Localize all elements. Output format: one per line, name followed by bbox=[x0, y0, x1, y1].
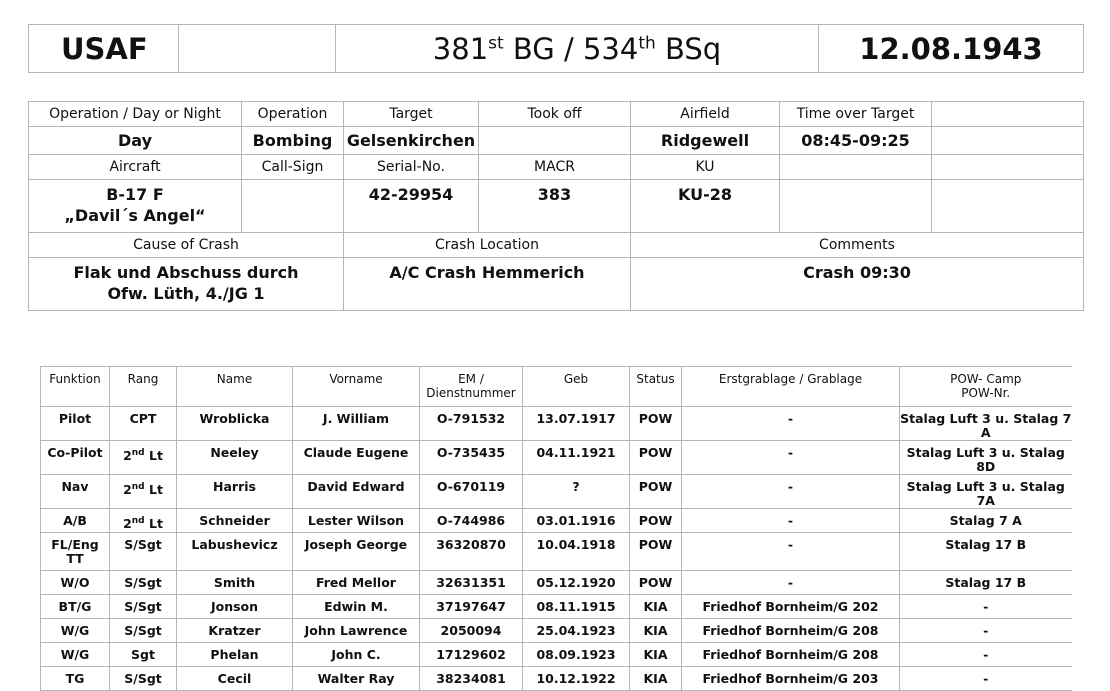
cell-geb: 05.12.1920 bbox=[523, 571, 630, 595]
cell-name: Kratzer bbox=[177, 619, 293, 643]
cell-vorname: Lester Wilson bbox=[293, 509, 420, 533]
cell-rang: Sgt bbox=[110, 643, 177, 667]
cell-rang: S/Sgt bbox=[110, 571, 177, 595]
cell-geb: 10.04.1918 bbox=[523, 533, 630, 571]
header-table bbox=[28, 24, 1084, 73]
label-call-sign: Call-Sign bbox=[242, 155, 344, 180]
cell-status: KIA bbox=[630, 619, 682, 643]
cell-name: Schneider bbox=[177, 509, 293, 533]
rang-ordinal: nd bbox=[131, 516, 145, 526]
cell-grab: - bbox=[682, 407, 900, 441]
table-row bbox=[41, 407, 1072, 441]
label-empty-3 bbox=[932, 155, 1084, 180]
label-airfield: Airfield bbox=[631, 102, 780, 127]
value-operation: Bombing bbox=[242, 127, 344, 155]
cell-status: KIA bbox=[630, 643, 682, 667]
cell-em: 32631351 bbox=[420, 571, 523, 595]
group-number: 381 bbox=[432, 31, 489, 66]
table-row bbox=[41, 475, 1072, 509]
cell-em: O-670119 bbox=[420, 475, 523, 509]
table-row bbox=[41, 533, 1072, 571]
cell-funktion: A/B bbox=[41, 509, 110, 533]
cell-funktion bbox=[41, 533, 110, 571]
value-ku: KU-28 bbox=[631, 180, 780, 233]
cell-name: Harris bbox=[177, 475, 293, 509]
crew-table bbox=[40, 366, 1072, 691]
cell-grab: - bbox=[682, 475, 900, 509]
cell-status: POW bbox=[630, 533, 682, 571]
label-empty-2 bbox=[780, 155, 932, 180]
funktion-line1: FL/Eng bbox=[51, 537, 99, 552]
cell-grab: - bbox=[682, 533, 900, 571]
label-time-over-target: Time over Target bbox=[780, 102, 932, 127]
cell-geb: 08.11.1915 bbox=[523, 595, 630, 619]
label-operation: Operation bbox=[242, 102, 344, 127]
cell-vorname: John C. bbox=[293, 643, 420, 667]
aircraft-name: „Davil´s Angel“ bbox=[64, 206, 206, 225]
cell-rang bbox=[110, 441, 177, 475]
col-funktion: Funktion bbox=[41, 367, 110, 407]
value-comments: Crash 09:30 bbox=[631, 258, 1084, 311]
table-row bbox=[41, 571, 1072, 595]
cell-em: 38234081 bbox=[420, 667, 523, 691]
label-comments: Comments bbox=[631, 233, 1084, 258]
cell-em: O-744986 bbox=[420, 509, 523, 533]
value-macr: 383 bbox=[479, 180, 631, 233]
label-cause-of-crash: Cause of Crash bbox=[29, 233, 344, 258]
cell-pow: Stalag 17 B bbox=[900, 533, 1072, 571]
value-crash-location: A/C Crash Hemmerich bbox=[344, 258, 631, 311]
rang-number: 2 bbox=[123, 482, 132, 498]
cell-em: 2050094 bbox=[420, 619, 523, 643]
cell-geb: 25.04.1923 bbox=[523, 619, 630, 643]
cell-rang: S/Sgt bbox=[110, 595, 177, 619]
cell-pow: - bbox=[900, 643, 1072, 667]
table-row bbox=[41, 643, 1072, 667]
label-serial: Serial-No. bbox=[344, 155, 479, 180]
cell-em: 37197647 bbox=[420, 595, 523, 619]
value-cause-of-crash bbox=[29, 258, 344, 311]
cause-line-2: Ofw. Lüth, 4./JG 1 bbox=[107, 284, 265, 303]
col-geb: Geb bbox=[523, 367, 630, 407]
col-grab: Erstgrablage / Grablage bbox=[682, 367, 900, 407]
cell-status: POW bbox=[630, 441, 682, 475]
value-day-night: Day bbox=[29, 127, 242, 155]
cell-vorname: J. William bbox=[293, 407, 420, 441]
table-row bbox=[41, 595, 1072, 619]
org-label: USAF bbox=[29, 25, 179, 73]
cell-rang bbox=[110, 407, 177, 441]
col-pow-line2: POW-Nr. bbox=[961, 386, 1011, 400]
cell-vorname: John Lawrence bbox=[293, 619, 420, 643]
value-empty bbox=[932, 127, 1084, 155]
rang-rest: Lt bbox=[144, 516, 163, 532]
table-row bbox=[41, 509, 1072, 533]
col-pow-line1: POW- Camp bbox=[950, 372, 1022, 386]
cell-rang: S/Sgt bbox=[110, 667, 177, 691]
col-em-line1: EM / bbox=[458, 372, 484, 386]
rang-ordinal: nd bbox=[131, 448, 145, 458]
label-operation-day-night: Operation / Day or Night bbox=[29, 102, 242, 127]
cell-status: POW bbox=[630, 407, 682, 441]
cell-geb: ? bbox=[523, 475, 630, 509]
value-empty-3 bbox=[932, 180, 1084, 233]
value-serial: 42-29954 bbox=[344, 180, 479, 233]
table-row bbox=[41, 441, 1072, 475]
cell-geb: 08.09.1923 bbox=[523, 643, 630, 667]
squadron-suffix: BSq bbox=[655, 31, 722, 66]
value-took-off bbox=[479, 127, 631, 155]
rang-rest: Lt bbox=[144, 482, 163, 498]
cell-pow: Stalag Luft 3 u. Stalag 8D bbox=[900, 441, 1072, 475]
cell-vorname: Fred Mellor bbox=[293, 571, 420, 595]
cell-em: O-791532 bbox=[420, 407, 523, 441]
cell-funktion: W/G bbox=[41, 643, 110, 667]
value-time-over-target: 08:45-09:25 bbox=[780, 127, 932, 155]
cell-name: Jonson bbox=[177, 595, 293, 619]
cell-status: KIA bbox=[630, 595, 682, 619]
cell-rang: S/Sgt bbox=[110, 533, 177, 571]
value-call-sign bbox=[242, 180, 344, 233]
col-em-line2: Dienstnummer bbox=[426, 386, 516, 400]
table-row bbox=[41, 619, 1072, 643]
cell-status: POW bbox=[630, 571, 682, 595]
cell-funktion: Nav bbox=[41, 475, 110, 509]
cell-name: Wroblicka bbox=[177, 407, 293, 441]
cell-vorname: Edwin M. bbox=[293, 595, 420, 619]
squadron-ordinal: th bbox=[638, 32, 656, 53]
label-crash-location: Crash Location bbox=[344, 233, 631, 258]
cell-em: 36320870 bbox=[420, 533, 523, 571]
cell-grab: Friedhof Bornheim/G 203 bbox=[682, 667, 900, 691]
header-empty-cell bbox=[179, 25, 336, 73]
cell-grab: Friedhof Bornheim/G 202 bbox=[682, 595, 900, 619]
cause-line-1: Flak und Abschuss durch bbox=[73, 263, 299, 282]
label-macr: MACR bbox=[479, 155, 631, 180]
cell-funktion: W/G bbox=[41, 619, 110, 643]
cell-grab: - bbox=[682, 509, 900, 533]
cell-status: POW bbox=[630, 509, 682, 533]
cell-vorname: Claude Eugene bbox=[293, 441, 420, 475]
col-status: Status bbox=[630, 367, 682, 407]
rang-number: 2 bbox=[123, 448, 132, 464]
value-target: Gelsenkirchen bbox=[344, 127, 479, 155]
cell-pow: Stalag Luft 3 u. Stalag 7 A bbox=[900, 407, 1072, 441]
cell-geb: 13.07.1917 bbox=[523, 407, 630, 441]
cell-pow: Stalag 7 A bbox=[900, 509, 1072, 533]
cell-geb: 03.01.1916 bbox=[523, 509, 630, 533]
col-name: Name bbox=[177, 367, 293, 407]
cell-funktion: TG bbox=[41, 667, 110, 691]
group-suffix: BG / 534 bbox=[503, 31, 639, 66]
cell-pow: - bbox=[900, 595, 1072, 619]
label-aircraft: Aircraft bbox=[29, 155, 242, 180]
cell-vorname: David Edward bbox=[293, 475, 420, 509]
label-ku: KU bbox=[631, 155, 780, 180]
cell-funktion: W/O bbox=[41, 571, 110, 595]
cell-name: Labushevicz bbox=[177, 533, 293, 571]
mission-info-table bbox=[28, 101, 1084, 311]
unit-label bbox=[336, 25, 819, 73]
col-pow bbox=[900, 367, 1072, 407]
label-target: Target bbox=[344, 102, 479, 127]
label-empty bbox=[932, 102, 1084, 127]
col-rang: Rang bbox=[110, 367, 177, 407]
label-took-off: Took off bbox=[479, 102, 631, 127]
cell-name: Cecil bbox=[177, 667, 293, 691]
funktion-line2: TT bbox=[66, 551, 84, 566]
col-em bbox=[420, 367, 523, 407]
rang-rest: Lt bbox=[144, 448, 163, 464]
group-ordinal: st bbox=[488, 32, 504, 53]
rang-number: 2 bbox=[123, 516, 132, 532]
cell-em: 17129602 bbox=[420, 643, 523, 667]
cell-pow: Stalag 17 B bbox=[900, 571, 1072, 595]
cell-rang bbox=[110, 509, 177, 533]
aircraft-type: B-17 F bbox=[106, 185, 164, 204]
cell-grab: Friedhof Bornheim/G 208 bbox=[682, 619, 900, 643]
rang-text: CPT bbox=[129, 411, 157, 426]
table-row bbox=[41, 667, 1072, 691]
cell-funktion: Pilot bbox=[41, 407, 110, 441]
value-airfield: Ridgewell bbox=[631, 127, 780, 155]
cell-pow: - bbox=[900, 619, 1072, 643]
cell-rang bbox=[110, 475, 177, 509]
cell-grab: Friedhof Bornheim/G 208 bbox=[682, 643, 900, 667]
cell-status: POW bbox=[630, 475, 682, 509]
cell-pow: Stalag Luft 3 u. Stalag 7A bbox=[900, 475, 1072, 509]
cell-vorname: Walter Ray bbox=[293, 667, 420, 691]
cell-rang: S/Sgt bbox=[110, 619, 177, 643]
rang-ordinal: nd bbox=[131, 482, 145, 492]
cell-name: Smith bbox=[177, 571, 293, 595]
value-aircraft bbox=[29, 180, 242, 233]
cell-pow: - bbox=[900, 667, 1072, 691]
cell-funktion: Co-Pilot bbox=[41, 441, 110, 475]
cell-grab: - bbox=[682, 441, 900, 475]
cell-status: KIA bbox=[630, 667, 682, 691]
cell-name: Phelan bbox=[177, 643, 293, 667]
cell-geb: 10.12.1922 bbox=[523, 667, 630, 691]
value-empty-2 bbox=[780, 180, 932, 233]
cell-vorname: Joseph George bbox=[293, 533, 420, 571]
mission-date: 12.08.1943 bbox=[819, 25, 1084, 73]
cell-em: O-735435 bbox=[420, 441, 523, 475]
col-vorname: Vorname bbox=[293, 367, 420, 407]
cell-grab: - bbox=[682, 571, 900, 595]
cell-name: Neeley bbox=[177, 441, 293, 475]
cell-geb: 04.11.1921 bbox=[523, 441, 630, 475]
cell-funktion: BT/G bbox=[41, 595, 110, 619]
